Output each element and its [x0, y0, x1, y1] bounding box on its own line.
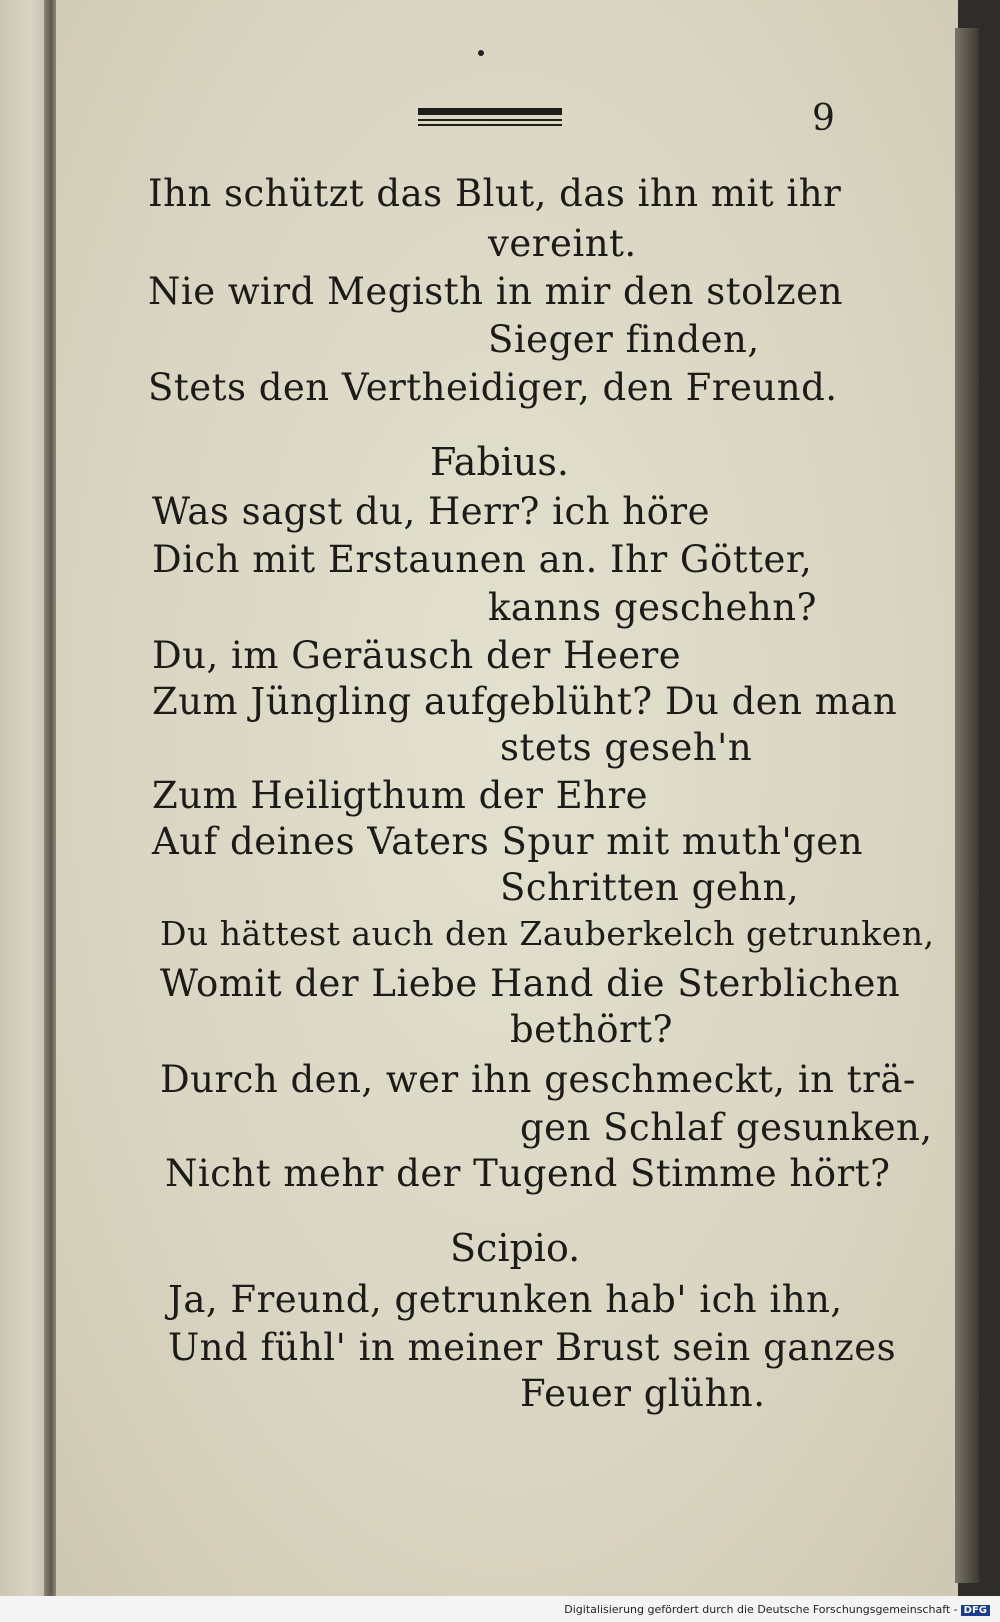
verse-line: bethört? — [510, 1008, 673, 1051]
verse-line: stets geseh'n — [500, 726, 753, 769]
verse-line: Dich mit Erstaunen an. Ihr Götter, — [152, 538, 813, 581]
page-number: 9 — [812, 98, 835, 139]
dfg-logo: DFG — [961, 1605, 990, 1616]
verse-line: Du hättest auch den Zauberkelch getrunken, — [160, 914, 935, 953]
verse-line: Zum Heiligthum der Ehre — [152, 774, 649, 817]
verse-line: Stets den Vertheidiger, den Freund. — [148, 366, 838, 409]
verse-line: Ja, Freund, getrunken hab' ich ihn, — [168, 1278, 843, 1321]
verse-line: kanns geschehn? — [488, 586, 817, 629]
verse-line: Nie wird Megisth in mir den stolzen — [148, 270, 843, 313]
page-edge-shadow — [955, 28, 979, 1583]
verse-line: Und fühl' in meiner Brust sein ganzes — [168, 1326, 897, 1369]
verse-line: Zum Jüngling aufgeblüht? Du den man — [152, 680, 898, 723]
verse-line: Du, im Geräusch der Heere — [152, 634, 682, 677]
speaker-name: Fabius. — [430, 440, 569, 484]
verse-line: Womit der Liebe Hand die Sterblichen — [160, 962, 901, 1005]
verse-line: gen Schlaf gesunken, — [520, 1106, 933, 1149]
verse-line: Nicht mehr der Tugend Stimme hört? — [165, 1152, 891, 1195]
verse-line: Sieger finden, — [488, 318, 760, 361]
verse-line: Auf deines Vaters Spur mit muth'gen — [152, 820, 864, 863]
credit-text: Digitalisierung gefördert durch die Deutsche Forschungsgemeinschaft - — [564, 1603, 958, 1616]
verse-line: vereint. — [488, 222, 637, 265]
header-rule — [418, 108, 562, 130]
speaker-name: Scipio. — [450, 1226, 581, 1270]
ornament-dot — [478, 50, 484, 56]
verse-line: Feuer glühn. — [520, 1372, 766, 1415]
verse-line: Schritten gehn, — [500, 866, 800, 909]
verse-line: Ihn schützt das Blut, das ihn mit ihr — [148, 172, 842, 215]
verse-line: Was sagst du, Herr? ich höre — [152, 490, 710, 533]
digitization-credit — [564, 1603, 990, 1616]
verse-line: Durch den, wer ihn geschmeckt, in trä- — [160, 1058, 916, 1101]
